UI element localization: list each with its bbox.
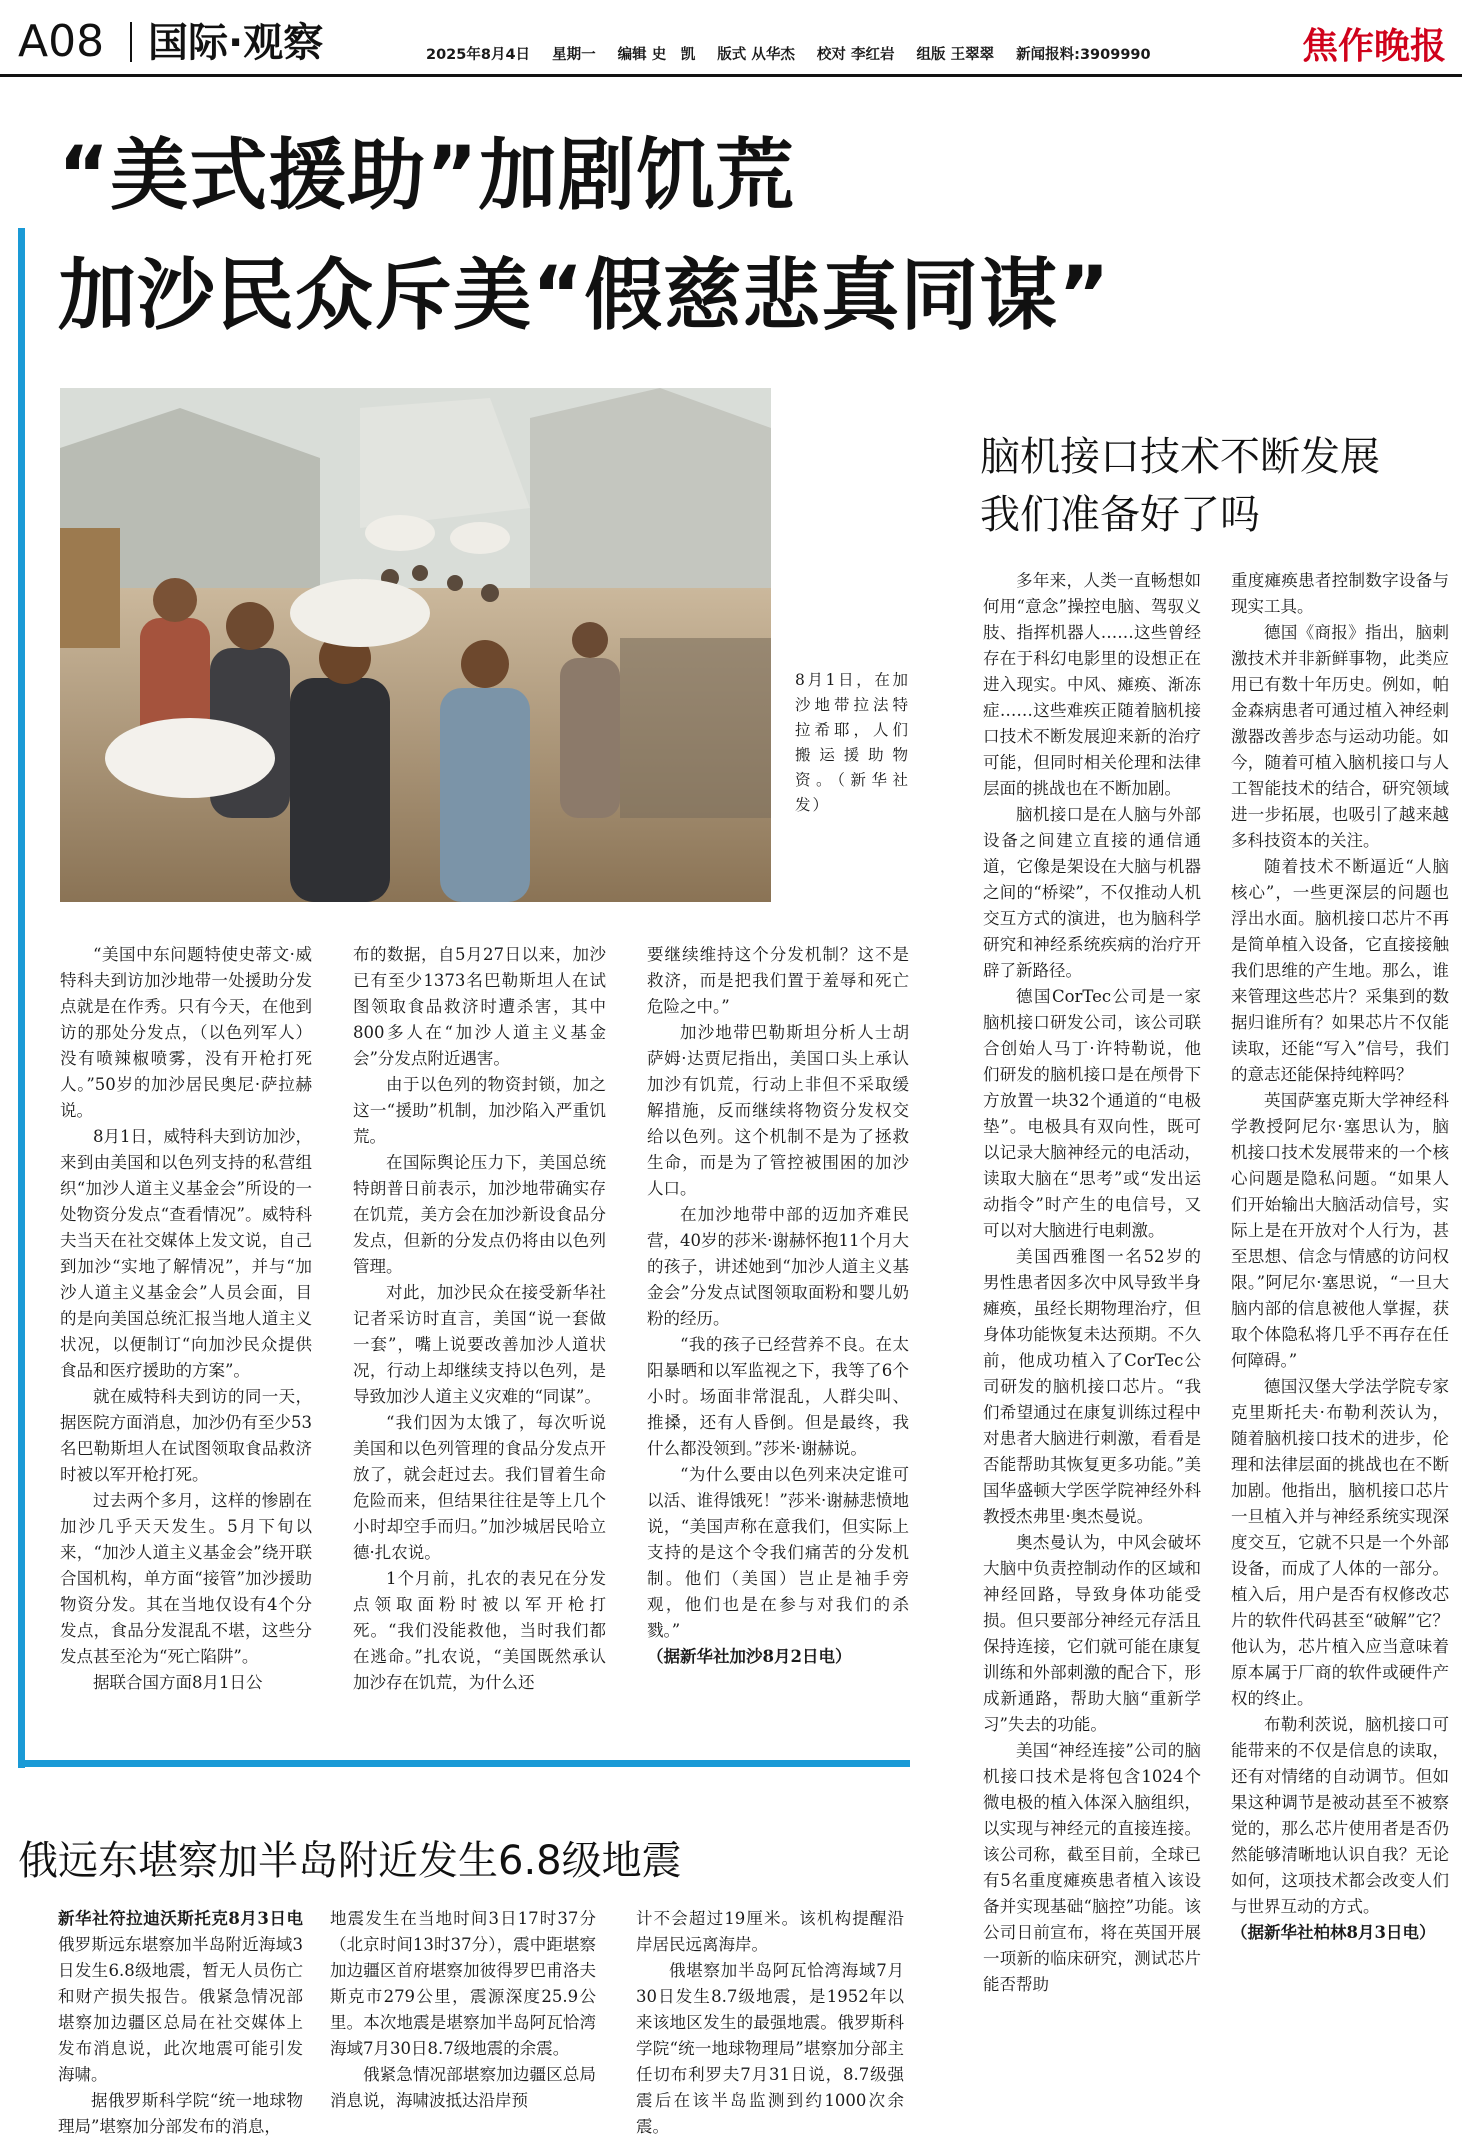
- main-headline-line-1: “美式援助”加剧饥荒: [58, 131, 795, 221]
- newspaper-logo: 焦作晚报: [1301, 25, 1446, 67]
- paragraph: 随着技术不断逼近“人脑核心”，一些更深层的问题也浮出水面。脑机接口芯片不再是简单植入设备，它直接接触我们思维的产生地。那么，谁来管理这些芯片？采集到的数据归谁所有？如果芯片不仅能读取，还能“写入”信号，我们的意志还能保持纯粹吗？: [1231, 857, 1449, 1084]
- accent-bar-horizontal: [18, 1760, 910, 1767]
- main-article-column-2: [353, 942, 606, 1696]
- paragraph: 脑机接口是在人脑与外部设备之间建立直接的通信通道，它像是架设在大脑与机器之间的“桥梁”，不仅推动人机交互方式的演进，也为脑科学研究和神经系统疾病的治疗开辟了新路径。: [983, 805, 1201, 980]
- paragraph: 由于以色列的物资封锁，加之这一“援助”机制，加沙陷入严重饥荒。: [353, 1075, 606, 1146]
- paragraph: 德国CorTec公司是一家脑机接口研发公司，该公司联合创始人马丁·许特勒说，他们研发的脑机接口是在颅骨下方放置一块32个通道的“电极垫”。电极具有双向性，既可以记录大脑神经元的电活动，读取大脑在“思考”或“发出运动指令”时产生的电信号，又可以对大脑进行电刺激。: [983, 987, 1201, 1240]
- header-divider: [130, 22, 132, 62]
- main-article-column-1: [60, 942, 312, 1696]
- paragraph: 重度瘫痪患者控制数字设备与现实工具。: [1231, 571, 1449, 616]
- paragraph: 英国萨塞克斯大学神经科学教授阿尼尔·塞思认为，脑机接口技术发展带来的一个核心问题是隐私问题。“如果人们开始输出大脑活动信号，实际上是在开放对个人行为，甚至思想、信念与情感的访问权限。”阿尼尔·塞思说，“一旦大脑内部的信息被他人掌握，获取个体隐私将几乎不再存在任何障碍。”: [1231, 1091, 1449, 1370]
- layout-credit: 版式 从华杰: [717, 47, 795, 63]
- paragraph: 俄紧急情况部堪察加边疆区总局消息说，海啸波抵达沿岸预: [330, 2065, 596, 2110]
- news-hotline: 新闻报料:3909990: [1016, 47, 1151, 63]
- paragraph: 计不会超过19厘米。该机构提醒沿岸居民远离海岸。: [636, 1909, 904, 1954]
- paragraph: “我们因为太饿了，每次听说美国和以色列管理的食品分发点开放了，就会赶过去。我们冒着生命危险而来，但结果往往是等上几个小时却空手而归。”加沙城居民哈立德·扎农说。: [353, 1413, 606, 1562]
- photo-caption: 8月1日，在加沙地带拉法特拉希耶，人们搬运援助物资。（新华社发）: [795, 671, 910, 814]
- paragraph: 在国际舆论压力下，美国总统特朗普日前表示，加沙地带确实存在饥荒，美方会在加沙新设食品分发点，但新的分发点仍将由以色列管理。: [353, 1153, 606, 1276]
- header-rule: [0, 74, 1462, 77]
- crowd-photo-illustration: [60, 388, 771, 902]
- paragraph: 在加沙地带中部的迈加齐难民营，40岁的莎米·谢赫怀抱11个月大的孩子，讲述她到“加沙人道主义基金会”分发点试图领取面粉和婴儿奶粉的经历。: [647, 1205, 909, 1328]
- bci-article-title: [980, 428, 1380, 544]
- main-headline-line-2: 加沙民众斥美“假慈悲真同谋”: [58, 251, 1111, 341]
- paragraph: 美国“神经连接”公司的脑机接口技术是将包含1024个微电极的植入体深入脑组织，以实现与神经元的直接连接。该公司称，截至目前，全球已有5名重度瘫痪患者植入该设备并实现基础“脑控”功能。该公司日前宣布，将在英国开展一项新的临床研究，测试芯片能否帮助: [983, 1741, 1201, 1994]
- bci-article-column-1: [983, 568, 1201, 1998]
- paragraph: 要继续维持这个分发机制？这不是救济，而是把我们置于羞辱和死亡危险之中。”: [647, 945, 909, 1016]
- paragraph: “美国中东问题特使史蒂文·威特科夫到访加沙地带一处援助分发点就是在作秀。只有今天，在他到访的那处分发点，（以色列军人）没有喷辣椒喷雾，没有开枪打死人。”50岁的加沙居民奥尼·萨拉赫说。: [60, 945, 312, 1120]
- paragraph: 布的数据，自5月27日以来，加沙已有至少1373名巴勒斯坦人在试图领取食品救济时遭杀害，其中800多人在“加沙人道主义基金会”分发点附近遇害。: [353, 945, 606, 1068]
- issue-weekday: 星期一: [552, 47, 596, 63]
- paragraph: 就在威特科夫到访的同一天，据医院方面消息，加沙仍有至少53名巴勒斯坦人在试图领取食品救济时被以军开枪打死。: [60, 1387, 312, 1484]
- editor-credit: 编辑 史 凯: [617, 47, 696, 63]
- bci-title-line-2: 我们准备好了吗: [980, 492, 1260, 538]
- page-header: [0, 0, 1462, 72]
- quake-article-column-1: [58, 1906, 303, 2140]
- paragraph: 据俄罗斯科学院“统一地球物理局”堪察加分部发布的消息，: [58, 2091, 303, 2136]
- paragraph: 奥杰曼认为，中风会破坏大脑中负责控制动作的区域和神经回路，导致身体功能受损。但只要部分神经元存活且保持连接，它们就可能在康复训练和外部刺激的配合下，形成新通路，帮助大脑“重新学习”失去的功能。: [983, 1533, 1201, 1734]
- paragraph: 据联合国方面8月1日公: [93, 1673, 263, 1692]
- proof-credit: 校对 李红岩: [816, 47, 895, 63]
- paragraph: 过去两个多月，这样的惨剧在加沙几乎天天发生。5月下旬以来，“加沙人道主义基金会”绕开联合国机构，单方面“接管”加沙援助物资分发。其在当地仅设有4个分发点，食品分发混乱不堪，这些分发点甚至沦为“死亡陷阱”。: [60, 1491, 312, 1666]
- page-number: A08: [18, 16, 105, 67]
- issue-date: 2025年8月4日: [426, 47, 531, 63]
- accent-bar-vertical: [18, 228, 25, 1768]
- paragraph: 地震发生在当地时间3日17时37分（北京时间13时37分），震中距堪察加边疆区首府堪察加彼得罗巴甫洛夫斯克市279公里，震源深度25.9公里。本次地震是堪察加半岛阿瓦恰湾海域7月30日8.7级地震的余震。: [330, 1909, 596, 2058]
- paragraph: 对此，加沙民众在接受新华社记者采访时直言，美国“说一套做一套”，嘴上说要改善加沙人道状况，行动上却继续支持以色列，是导致加沙人道主义灾难的“同谋”。: [353, 1283, 606, 1406]
- group-credit: 组版 王翠翠: [916, 47, 995, 63]
- paragraph: 布勒利茨说，脑机接口可能带来的不仅是信息的读取，还有对情绪的自动调节。但如果这种调节是被动甚至不被察觉的，那么芯片使用者是否仍然能够清晰地认识自我？无论如何，这项技术都会改变人们与世界互动的方式。: [1231, 1715, 1449, 1916]
- lead-paragraph: [58, 1906, 303, 2088]
- article-source: （据新华社加沙8月2日电）: [647, 1647, 852, 1666]
- paragraph: 多年来，人类一直畅想如何用“意念”操控电脑、驾驭义肢、指挥机器人……这些曾经存在于科幻电影里的设想正在进入现实。中风、瘫痪、渐冻症……这些难疾正随着脑机接口技术不断发展迎来新的治疗可能，但同时相关伦理和法律层面的挑战也在不断加剧。: [983, 571, 1201, 798]
- quake-article-column-2: [330, 1906, 596, 2114]
- quake-article-title: 俄远东堪察加半岛附近发生6.8级地震: [18, 1838, 682, 1884]
- bci-article-column-2: [1231, 568, 1449, 1946]
- paragraph: 1个月前，扎农的表兄在分发点领取面粉时被以军开枪打死。“我们没能救他，当时我们都在逃命。”扎农说，“美国既然承认加沙存在饥荒，为什么还: [353, 1569, 606, 1692]
- lead-text: 俄罗斯远东堪察加半岛附近海域3日发生6.8级地震，暂无人员伤亡和财产损失报告。俄紧急情况部堪察加边疆区总局在社交媒体上发布消息说，此次地震可能引发海啸。: [58, 1935, 303, 2084]
- paragraph: 德国汉堡大学法学院专家克里斯托夫·布勒利茨认为，随着脑机接口技术的进步，伦理和法律层面的挑战也在不断加剧。他指出，脑机接口芯片一旦植入并与神经系统实现深度交互，它就不只是一个外部设备，而成了人体的一部分。植入后，用户是否有权修改芯片的软件代码甚至“破解”它？他认为，芯片植入应当意味着原本属于厂商的软件或硬件产权的终止。: [1231, 1377, 1449, 1708]
- paragraph: 德国《商报》指出，脑刺激技术并非新鲜事物，此类应用已有数十年历史。例如，帕金森病患者可通过植入神经刺激器改善步态与运动功能。如今，随着可植入脑机接口与人工智能技术的结合，研究领域进一步拓展，也吸引了越来越多科技资本的关注。: [1231, 623, 1449, 850]
- bci-title-line-1: 脑机接口技术不断发展: [980, 434, 1380, 480]
- news-photo: [60, 388, 771, 902]
- paragraph: “我的孩子已经营养不良。在太阳暴晒和以军监视之下，我等了6个小时。场面非常混乱，人群尖叫、推搡，还有人昏倒。但是最终，我什么都没领到。”莎米·谢赫说。: [647, 1335, 909, 1458]
- paragraph: 美国西雅图一名52岁的男性患者因多次中风导致半身瘫痪，虽经长期物理治疗，但身体功能恢复未达预期。不久前，他成功植入了CorTec公司研发的脑机接口芯片。“我们希望通过在康复训练过程中对患者大脑进行刺激，看看是否能帮助其恢复更多功能。”美国华盛顿大学医学院神经外科教授杰弗里·奥杰曼说。: [983, 1247, 1201, 1526]
- dateline: 新华社符拉迪沃斯托克8月3日电: [58, 1909, 303, 1928]
- paragraph: 加沙地带巴勒斯坦分析人士胡萨姆·达贾尼指出，美国口头上承认加沙有饥荒，行动上非但不采取缓解措施，反而继续将物资分发权交给以色列。这个机制不是为了拯救生命，而是为了管控被围困的加沙人口。: [647, 1023, 909, 1198]
- section-name: 国际·观察: [148, 20, 324, 66]
- header-meta: [426, 46, 1168, 64]
- main-article-column-3: [647, 942, 909, 1670]
- article-source: （据新华社柏林8月3日电）: [1231, 1923, 1436, 1942]
- paragraph: 俄堪察加半岛阿瓦恰湾海域7月30日发生8.7级地震，是1952年以来该地区发生的最强地震。俄罗斯科学院“统一地球物理局”堪察加分部主任切布利罗夫7月31日说，8.7级强震后在该半岛监测到约1000次余震。: [636, 1961, 904, 2136]
- paragraph: “为什么要由以色列来决定谁可以活、谁得饿死！”莎米·谢赫悲愤地说，“美国声称在意我们，但实际上支持的是这个令我们痛苦的分发机制。他们（美国）岂止是袖手旁观，他们也是在参与对我们的杀戮。”: [647, 1465, 909, 1640]
- paragraph: 8月1日，威特科夫到访加沙，来到由美国和以色列支持的私营组织“加沙人道主义基金会”所设的一处物资分发点“查看情况”。威特科夫当天在社交媒体上发文说，自己到加沙“实地了解情况”，并与“加沙人道主义基金会”人员会面，目的是向美国总统汇报当地人道主义状况，以便制订“向加沙民众提供食品和医疗援助的方案”。: [60, 1127, 312, 1380]
- quake-article-column-3: [636, 1906, 904, 2140]
